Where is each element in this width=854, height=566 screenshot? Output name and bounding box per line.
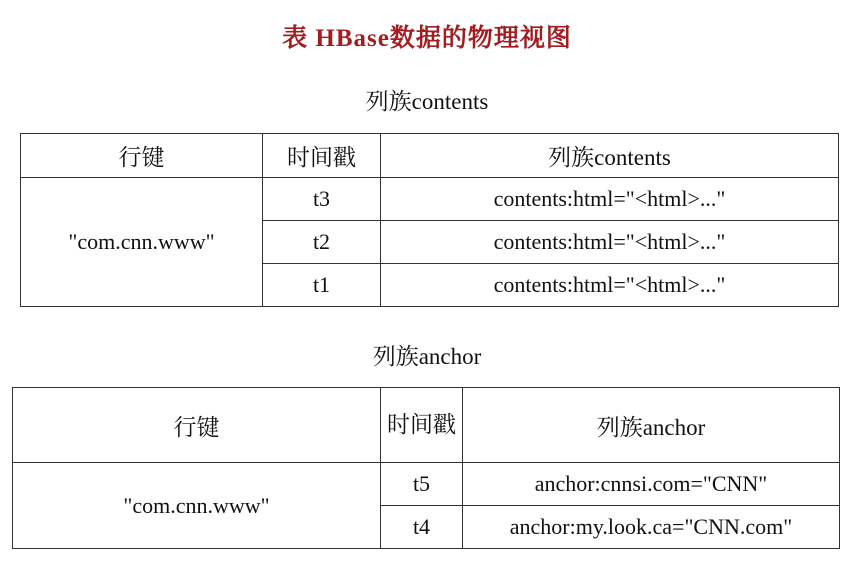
timestamp-cell: t3 <box>263 178 381 221</box>
table-header-row <box>21 134 839 178</box>
header-timestamp: 时间戳 <box>263 134 381 178</box>
row-key-cell: "com.cnn.www" <box>21 178 263 307</box>
timestamp-cell: t2 <box>263 221 381 264</box>
value-cell: anchor:my.look.ca="CNN.com" <box>463 506 840 549</box>
header-row-key: 行键 <box>13 388 381 463</box>
anchor-table <box>12 387 840 549</box>
timestamp-cell: t4 <box>381 506 463 549</box>
header-timestamp: 时间戳 <box>381 388 463 463</box>
contents-table-caption: 列族contents <box>365 89 489 114</box>
header-column-family: 列族contents <box>381 134 839 178</box>
value-cell: contents:html="<html>..." <box>381 221 839 264</box>
table-row <box>13 463 840 506</box>
header-column-family: 列族anchor <box>463 388 840 463</box>
contents-table <box>20 133 839 307</box>
header-row-key: 行键 <box>21 134 263 178</box>
page-title: 表 HBase数据的物理视图 <box>282 25 572 52</box>
table-header-row <box>13 388 840 463</box>
value-cell: anchor:cnnsi.com="CNN" <box>463 463 840 506</box>
anchor-table-caption: 列族anchor <box>372 344 482 369</box>
table-row <box>21 178 839 221</box>
row-key-cell: "com.cnn.www" <box>13 463 381 549</box>
value-cell: contents:html="<html>..." <box>381 178 839 221</box>
value-cell: contents:html="<html>..." <box>381 264 839 307</box>
timestamp-cell: t5 <box>381 463 463 506</box>
timestamp-cell: t1 <box>263 264 381 307</box>
